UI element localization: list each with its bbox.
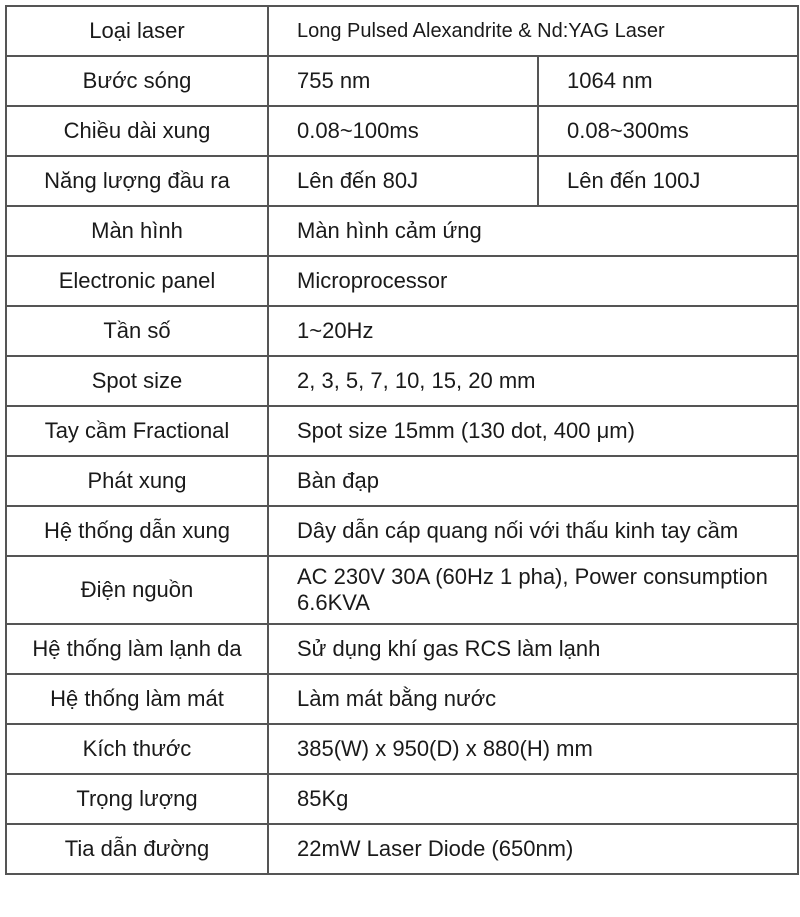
table-row — [6, 624, 798, 674]
spec-table — [5, 5, 799, 875]
row-value-b: 1064 nm — [538, 56, 798, 106]
row-label: Kích thước — [6, 724, 268, 774]
table-row — [6, 456, 798, 506]
row-value-a: Lên đến 80J — [268, 156, 538, 206]
row-value: 385(W) x 950(D) x 880(H) mm — [268, 724, 798, 774]
row-value: 85Kg — [268, 774, 798, 824]
table-row — [6, 256, 798, 306]
row-label: Bước sóng — [6, 56, 268, 106]
row-value: 1~20Hz — [268, 306, 798, 356]
row-value-b: Lên đến 100J — [538, 156, 798, 206]
row-label: Electronic panel — [6, 256, 268, 306]
row-value: Màn hình cảm ứng — [268, 206, 798, 256]
row-label: Màn hình — [6, 206, 268, 256]
table-row — [6, 56, 798, 106]
row-label: Tay cầm Fractional — [6, 406, 268, 456]
row-label: Spot size — [6, 356, 268, 406]
row-label: Loại laser — [6, 6, 268, 56]
row-label: Trọng lượng — [6, 774, 268, 824]
table-row — [6, 824, 798, 874]
table-row — [6, 156, 798, 206]
row-label: Năng lượng đầu ra — [6, 156, 268, 206]
table-row — [6, 206, 798, 256]
table-row — [6, 406, 798, 456]
row-value-a: 755 nm — [268, 56, 538, 106]
row-value: Dây dẫn cáp quang nối với thấu kinh tay cầm — [268, 506, 798, 556]
table-row — [6, 506, 798, 556]
row-label: Hệ thống làm mát — [6, 674, 268, 724]
table-row — [6, 774, 798, 824]
row-value: AC 230V 30A (60Hz 1 pha), Power consumption 6.6KVA — [268, 556, 798, 624]
table-row — [6, 674, 798, 724]
row-label: Hệ thống dẫn xung — [6, 506, 268, 556]
table-row — [6, 306, 798, 356]
table-row — [6, 556, 798, 624]
row-value: Microprocessor — [268, 256, 798, 306]
row-value: Spot size 15mm (130 dot, 400 μm) — [268, 406, 798, 456]
row-value: Làm mát bằng nước — [268, 674, 798, 724]
table-row — [6, 356, 798, 406]
row-value-a: 0.08~100ms — [268, 106, 538, 156]
row-label: Phát xung — [6, 456, 268, 506]
table-row — [6, 6, 798, 56]
table-row — [6, 724, 798, 774]
row-label: Điện nguồn — [6, 556, 268, 624]
row-label: Chiều dài xung — [6, 106, 268, 156]
row-value: 22mW Laser Diode (650nm) — [268, 824, 798, 874]
row-label: Tần số — [6, 306, 268, 356]
row-label: Tia dẫn đường — [6, 824, 268, 874]
row-value-b: 0.08~300ms — [538, 106, 798, 156]
row-value: Bàn đạp — [268, 456, 798, 506]
table-row — [6, 106, 798, 156]
row-value: Long Pulsed Alexandrite & Nd:YAG Laser — [268, 6, 798, 56]
row-label: Hệ thống làm lạnh da — [6, 624, 268, 674]
row-value: 2, 3, 5, 7, 10, 15, 20 mm — [268, 356, 798, 406]
row-value: Sử dụng khí gas RCS làm lạnh — [268, 624, 798, 674]
